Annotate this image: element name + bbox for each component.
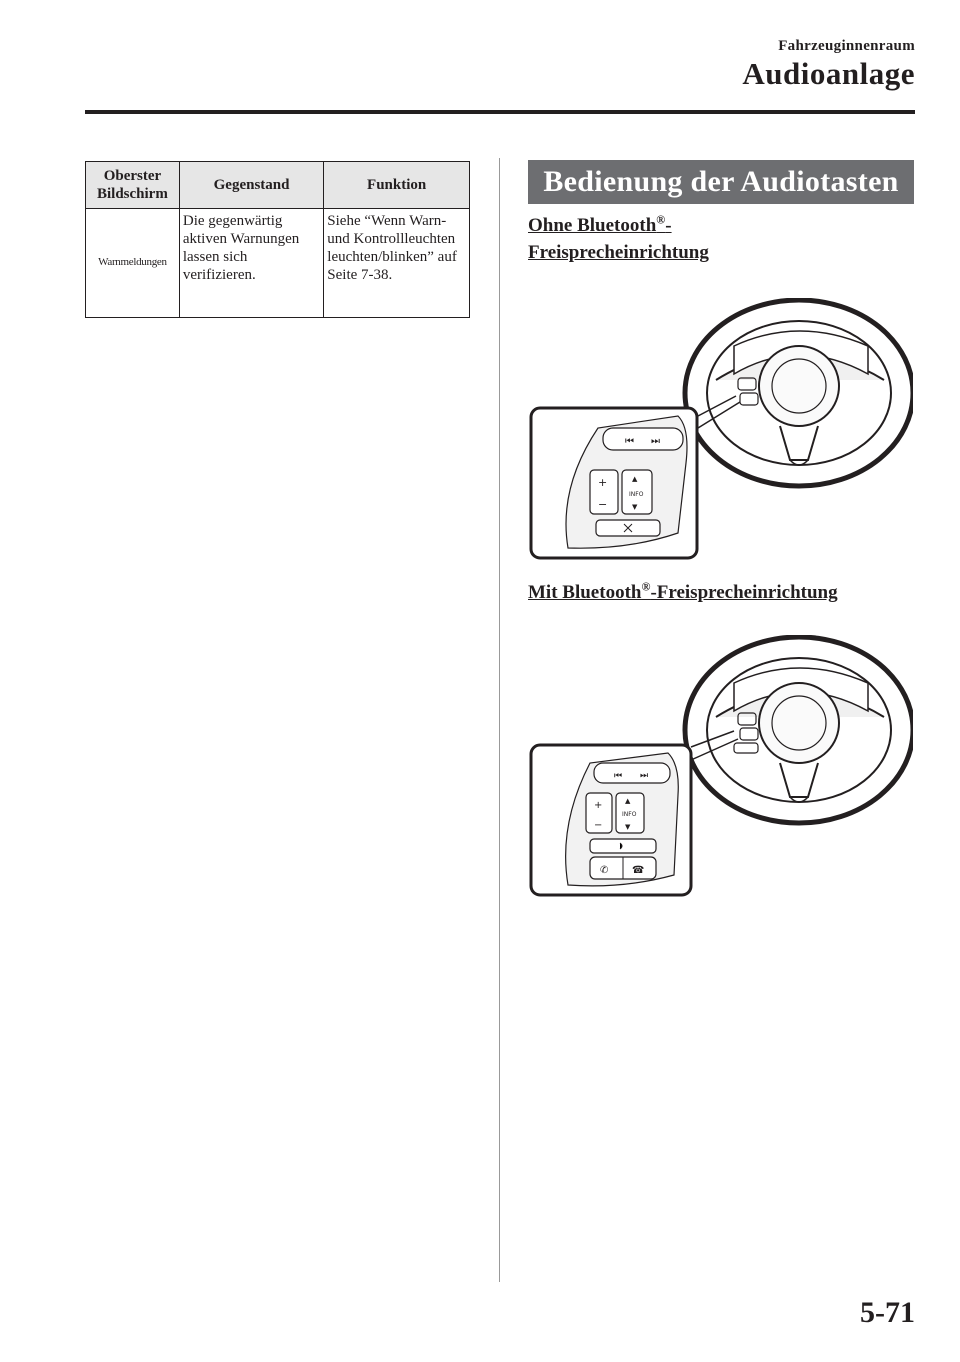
svg-text:+: + bbox=[594, 800, 603, 811]
seek-buttons-icon bbox=[603, 428, 683, 450]
svg-text:−: − bbox=[594, 820, 603, 831]
subheading-without-bluetooth bbox=[528, 212, 788, 266]
svg-text:▼: ▼ bbox=[632, 503, 638, 511]
volume-buttons-icon bbox=[586, 793, 612, 833]
volume-buttons-icon bbox=[590, 470, 618, 514]
table-header-function: Funktion bbox=[324, 162, 470, 209]
registered-mark: ® bbox=[656, 212, 666, 227]
button-panel-inset bbox=[531, 408, 697, 558]
svg-text:☎: ☎ bbox=[632, 865, 645, 876]
header-rule bbox=[85, 110, 915, 114]
header-section: Fahrzeuginnenraum bbox=[778, 38, 915, 54]
svg-text:⏭: ⏭ bbox=[651, 436, 660, 447]
steering-wheel-figure-without-bluetooth bbox=[528, 298, 913, 560]
header-chapter: Audioanlage bbox=[742, 56, 915, 91]
svg-text:⏮: ⏮ bbox=[625, 436, 634, 447]
svg-text:▼: ▼ bbox=[625, 823, 631, 831]
registered-mark: ® bbox=[641, 579, 651, 594]
seek-buttons-icon bbox=[594, 763, 670, 783]
phone-buttons-icon bbox=[590, 857, 656, 879]
table-header-top-screen: Oberster Bildschirm bbox=[86, 162, 180, 209]
running-header bbox=[742, 38, 915, 92]
button-panel-inset bbox=[531, 745, 691, 895]
steering-wheel-icon bbox=[685, 637, 913, 823]
table-cell-function: Siehe “Wenn Warn- und Kontrollleuchten leuchten/blinken” auf Seite 7-38. bbox=[324, 209, 470, 318]
svg-text:⏮: ⏮ bbox=[614, 771, 623, 781]
info-label: INFO bbox=[629, 491, 644, 498]
table-cell-top-screen: Warnmeldungen bbox=[86, 209, 180, 318]
voice-button-icon bbox=[590, 839, 656, 853]
subheading-text: Ohne Bluetooth bbox=[528, 215, 657, 236]
subheading-text-2: -Freisprecheinrichtung bbox=[650, 582, 838, 603]
svg-text:−: − bbox=[598, 498, 608, 511]
subheading-with-bluetooth bbox=[528, 579, 918, 606]
subheading-text-2: -Freisprecheinrichtung bbox=[528, 215, 709, 263]
column-divider bbox=[499, 158, 500, 1282]
table-header-item: Gegenstand bbox=[179, 162, 323, 209]
svg-text:⏭: ⏭ bbox=[640, 771, 649, 781]
subheading-text: Mit Bluetooth bbox=[528, 582, 642, 603]
section-title-banner: Bedienung der Audiotasten bbox=[528, 160, 914, 204]
svg-text:✆: ✆ bbox=[600, 865, 609, 876]
mute-button-icon bbox=[596, 520, 660, 536]
info-button-icon bbox=[622, 470, 652, 514]
info-label: INFO bbox=[622, 811, 637, 818]
table-header-row bbox=[86, 162, 470, 209]
info-table bbox=[85, 161, 470, 318]
svg-text:▲: ▲ bbox=[632, 475, 638, 483]
svg-text:▲: ▲ bbox=[625, 797, 631, 805]
page-number: 5-71 bbox=[860, 1296, 915, 1329]
steering-wheel-figure-with-bluetooth bbox=[528, 635, 913, 897]
steering-wheel-icon bbox=[685, 300, 913, 486]
table-row bbox=[86, 209, 470, 318]
svg-text:+: + bbox=[598, 476, 608, 489]
info-button-icon bbox=[616, 793, 644, 833]
table-cell-item: Die gegenwärtig aktiven Warnungen lassen sich verifizieren. bbox=[179, 209, 323, 318]
